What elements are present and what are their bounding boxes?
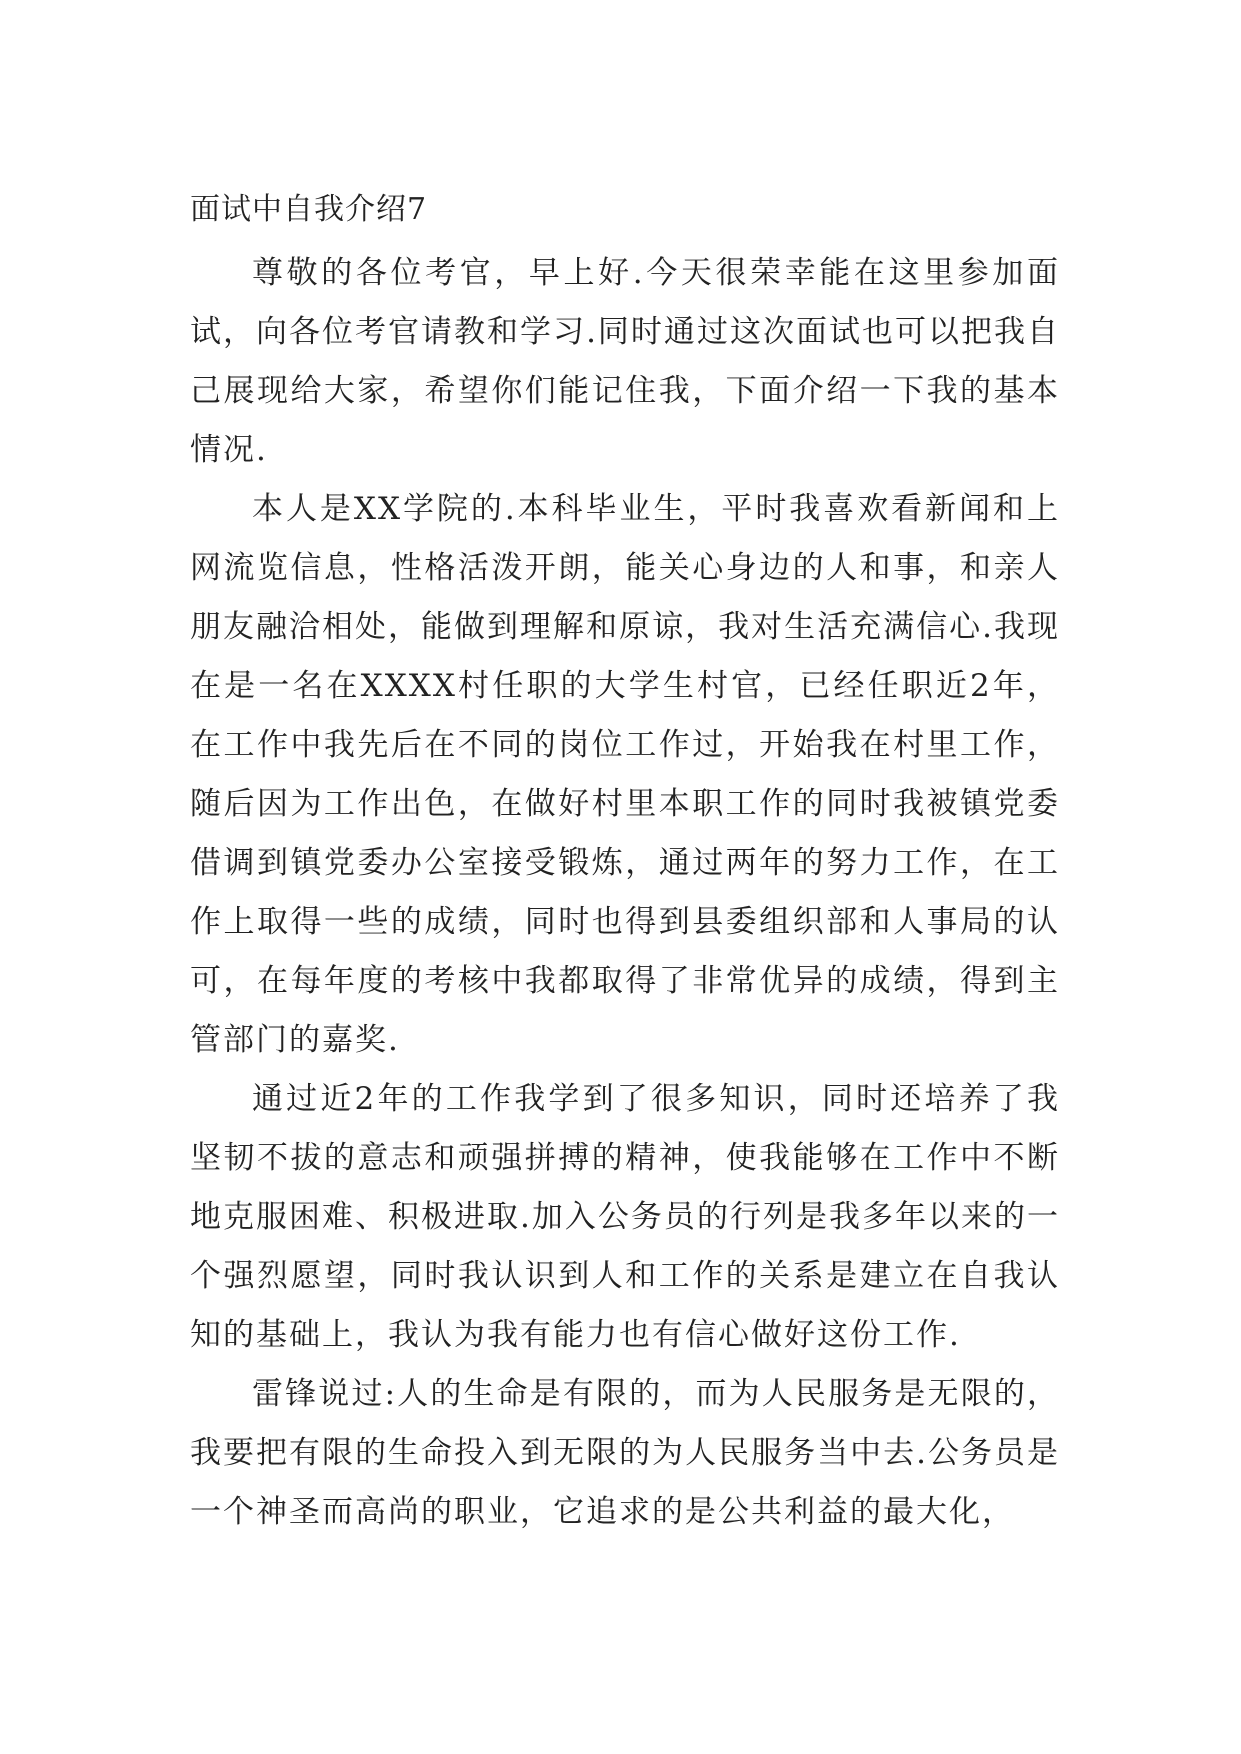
paragraph-leifeng-quote: 雷锋说过:人的生命是有限的，而为人民服务是无限的，我要把有限的生命投入到无限的为人民服务当中去.公务员是一个神圣而高尚的职业，它追求的是公共利益的最大化， bbox=[190, 1376, 1060, 1530]
document-title: 面试中自我介绍7 bbox=[190, 192, 428, 227]
paragraph-background: 本人是XX学院的.本科毕业生，平时我喜欢看新闻和上网流览信息，性格活泼开朗，能关心身边的人和事，和亲人朋友融洽相处，能做到理解和原谅，我对生活充满信心.我现在是一名在XXXX村任职的大学生村官，已经任职近2年，在工作中我先后在不同的岗位工作过，开始我在村里工作，随后因为工作出色，在做好村里本职工作的同时我被镇党委借调到镇党委办公室接受锻炼，通过两年的努力工作，在工作上取得一些的成绩，同时也得到县委组织部和人事局的认可，在每年度的考核中我都取得了非常优异的成绩，得到主管部门的嘉奖. bbox=[190, 491, 1060, 1058]
paragraph-greeting: 尊敬的各位考官，早上好.今天很荣幸能在这里参加面试，向各位考官请教和学习.同时通过这次面试也可以把我自己展现给大家，希望你们能记住我，下面介绍一下我的基本情况. bbox=[190, 255, 1060, 468]
document-page bbox=[190, 188, 1060, 1542]
paragraph-growth: 通过近2年的工作我学到了很多知识，同时还培养了我坚韧不拔的意志和顽强拼搏的精神，使我能够在工作中不断地克服困难、积极进取.加入公务员的行列是我多年以来的一个强烈愿望，同时我认识到人和工作的关系是建立在自我认知的基础上，我认为我有能力也有信心做好这份工作. bbox=[190, 1081, 1060, 1353]
